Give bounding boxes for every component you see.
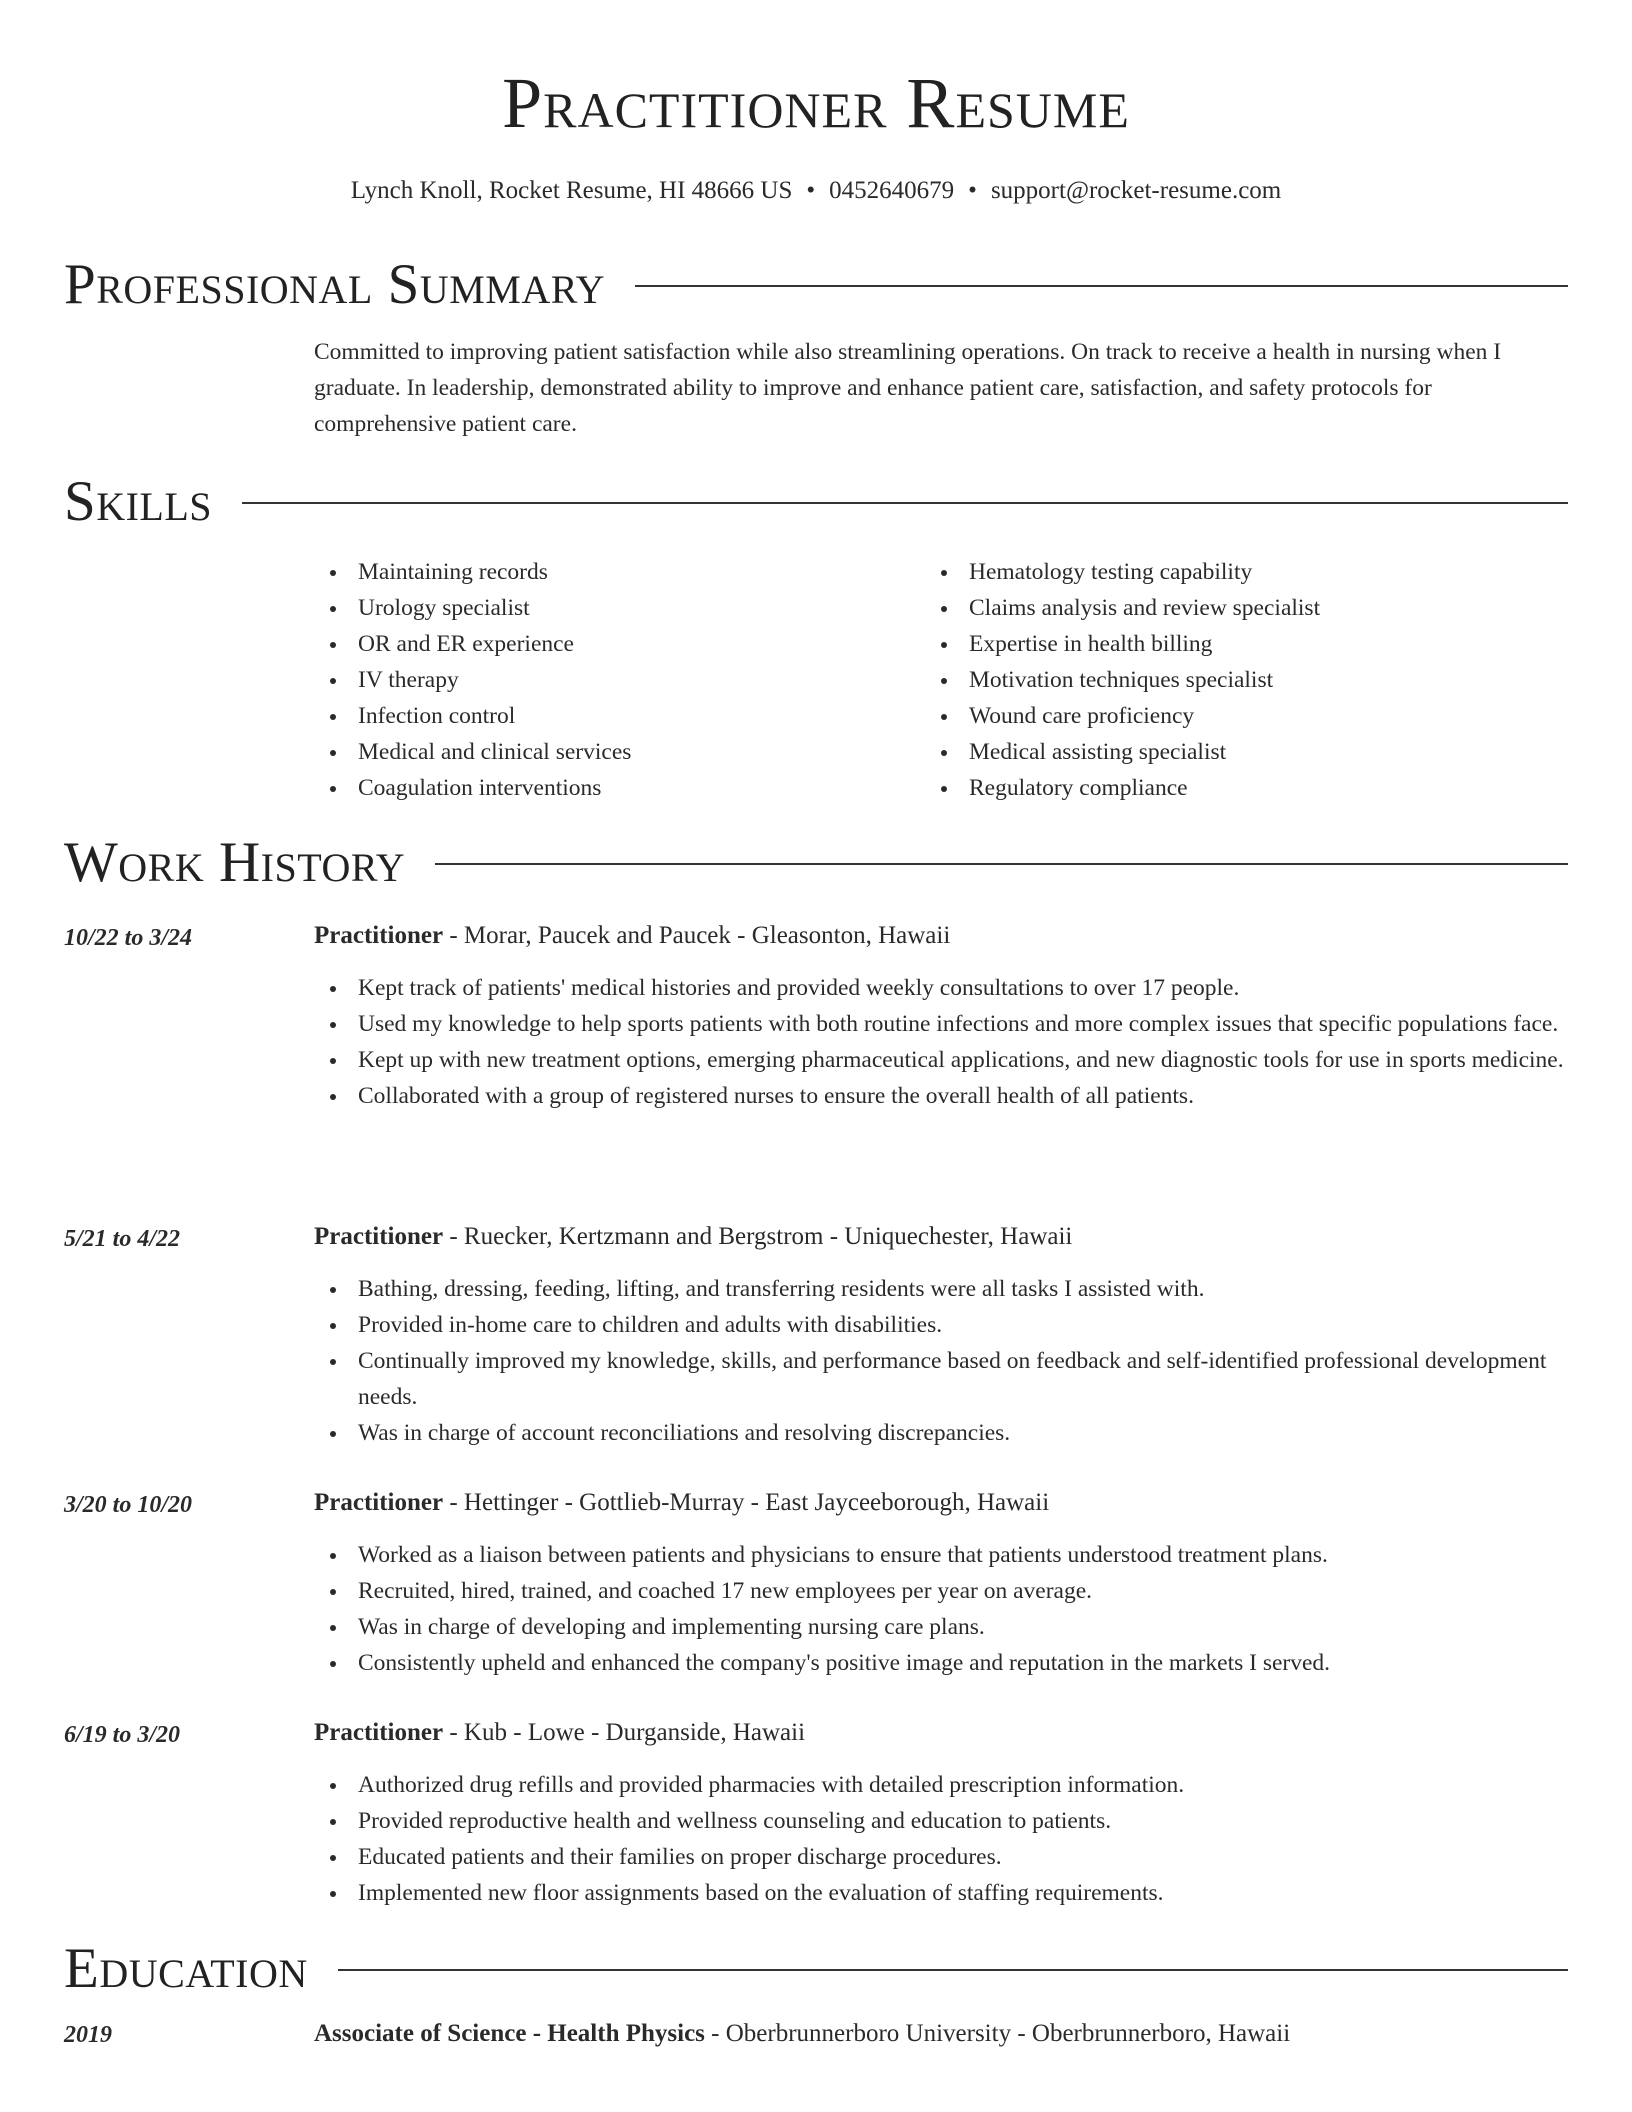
work-bullet-item: Authorized drug refills and provided pharmacies with detailed prescription information. xyxy=(314,1767,1568,1803)
education-section-heading xyxy=(64,1937,1568,2001)
skill-item: Claims analysis and review specialist xyxy=(925,590,1565,626)
contact-email[interactable]: support@rocket-resume.com xyxy=(990,177,1282,204)
contact-separator: • xyxy=(806,177,816,204)
work-bullet-item: Educated patients and their families on proper discharge procedures. xyxy=(314,1839,1568,1875)
work-entry-title xyxy=(314,1715,1568,1751)
work-bullet-item: Was in charge of account reconciliations and resolving discrepancies. xyxy=(314,1415,1568,1451)
education-entry xyxy=(314,2016,1568,2052)
contact-address: Lynch Knoll, Rocket Resume, HI 48666 US xyxy=(350,177,793,204)
work-entry-bullets xyxy=(314,1271,1568,1451)
work-entry-role: Practitioner xyxy=(314,1223,444,1250)
work-bullet-item: Consistently upheld and enhanced the company's positive image and reputation in the markets I served. xyxy=(314,1645,1568,1681)
skills-column-left xyxy=(314,554,914,806)
resume-title: Practitioner Resume xyxy=(502,63,1130,143)
work-entry-dates: 6/19 to 3/20 xyxy=(64,1722,181,1748)
skill-item: Infection control xyxy=(314,698,914,734)
skill-item: Wound care proficiency xyxy=(925,698,1565,734)
education-year: 2019 xyxy=(64,2022,112,2048)
section-divider xyxy=(338,1969,1568,1971)
work-heading: Work History xyxy=(64,831,406,894)
section-divider xyxy=(635,285,1568,287)
skill-item: Medical and clinical services xyxy=(314,734,914,770)
summary-heading: Professional Summary xyxy=(64,253,606,316)
work-bullet-item: Implemented new floor assignments based on the evaluation of staffing requirements. xyxy=(314,1875,1568,1911)
work-entry-title xyxy=(314,918,1568,954)
education-heading: Education xyxy=(64,1937,308,2000)
summary-section-heading xyxy=(64,253,1568,317)
work-entry-bullets xyxy=(314,970,1568,1114)
work-entry-title xyxy=(314,1219,1568,1255)
skill-item: OR and ER experience xyxy=(314,626,914,662)
work-entry-employer: - Ruecker, Kertzmann and Bergstrom - Uniquechester, Hawaii xyxy=(443,1223,1073,1250)
skill-item: Coagulation interventions xyxy=(314,770,914,806)
work-bullet-item: Provided in-home care to children and adults with disabilities. xyxy=(314,1307,1568,1343)
work-entry-role: Practitioner xyxy=(314,1489,444,1516)
work-entry-employer: - Kub - Lowe - Durganside, Hawaii xyxy=(443,1719,806,1746)
work-bullet-item: Worked as a liaison between patients and physicians to ensure that patients understood treatment plans. xyxy=(314,1537,1568,1573)
work-entry-employer: - Morar, Paucek and Paucek - Gleasonton, Hawaii xyxy=(443,922,951,949)
work-bullet-item: Kept track of patients' medical histories and provided weekly consultations to over 17 people. xyxy=(314,970,1568,1006)
skills-heading: Skills xyxy=(64,470,213,533)
work-entry-role: Practitioner xyxy=(314,1719,444,1746)
work-entry-title xyxy=(314,1485,1568,1521)
work-bullet-item: Bathing, dressing, feeding, lifting, and transferring residents were all tasks I assisted with. xyxy=(314,1271,1568,1307)
work-bullet-item: Recruited, hired, trained, and coached 17 new employees per year on average. xyxy=(314,1573,1568,1609)
skill-item: Expertise in health billing xyxy=(925,626,1565,662)
skill-item: IV therapy xyxy=(314,662,914,698)
work-entry-role: Practitioner xyxy=(314,922,444,949)
work-entry-bullets xyxy=(314,1537,1568,1681)
work-entry-dates: 5/21 to 4/22 xyxy=(64,1226,181,1252)
summary-text: Committed to improving patient satisfaction while also streamlining operations. On track to receive a health in nursing when I graduate. In leadership, demonstrated ability to improve and enhance patient care, satisfaction, and safety protocols for comprehensive patient care. xyxy=(314,339,1502,437)
work-entry-dates: 10/22 to 3/24 xyxy=(64,925,193,951)
work-entry-bullets xyxy=(314,1767,1568,1911)
education-details: - Oberbrunnerboro University - Oberbrunnerboro, Hawaii xyxy=(704,2020,1291,2047)
work-section-heading xyxy=(64,831,1568,895)
work-bullet-item: Used my knowledge to help sports patients with both routine infections and more complex issues that specific populations face. xyxy=(314,1006,1568,1042)
contact-line xyxy=(0,173,1632,209)
skills-column-right xyxy=(925,554,1565,806)
section-divider xyxy=(242,502,1568,504)
work-bullet-item: Kept up with new treatment options, emerging pharmaceutical applications, and new diagnostic tools for use in sports medicine. xyxy=(314,1042,1568,1078)
work-bullet-item: Continually improved my knowledge, skills, and performance based on feedback and self-identified professional development needs. xyxy=(314,1343,1568,1415)
work-bullet-item: Provided reproductive health and wellness counseling and education to patients. xyxy=(314,1803,1568,1839)
skill-item: Maintaining records xyxy=(314,554,914,590)
education-degree: Associate of Science - Health Physics xyxy=(314,2020,705,2047)
contact-phone: 0452640679 xyxy=(829,177,955,204)
contact-separator: • xyxy=(968,177,977,204)
skill-item: Hematology testing capability xyxy=(925,554,1565,590)
work-entry-employer: - Hettinger - Gottlieb-Murray - East Jayceeborough, Hawaii xyxy=(443,1489,1050,1516)
work-entry-dates: 3/20 to 10/20 xyxy=(64,1492,193,1518)
skill-item: Medical assisting specialist xyxy=(925,734,1565,770)
skill-item: Motivation techniques specialist xyxy=(925,662,1565,698)
skill-item: Regulatory compliance xyxy=(925,770,1565,806)
skills-section-heading xyxy=(64,470,1568,534)
section-divider xyxy=(435,863,1568,865)
work-bullet-item: Was in charge of developing and implementing nursing care plans. xyxy=(314,1609,1568,1645)
skill-item: Urology specialist xyxy=(314,590,914,626)
work-bullet-item: Collaborated with a group of registered nurses to ensure the overall health of all patients. xyxy=(314,1078,1568,1114)
